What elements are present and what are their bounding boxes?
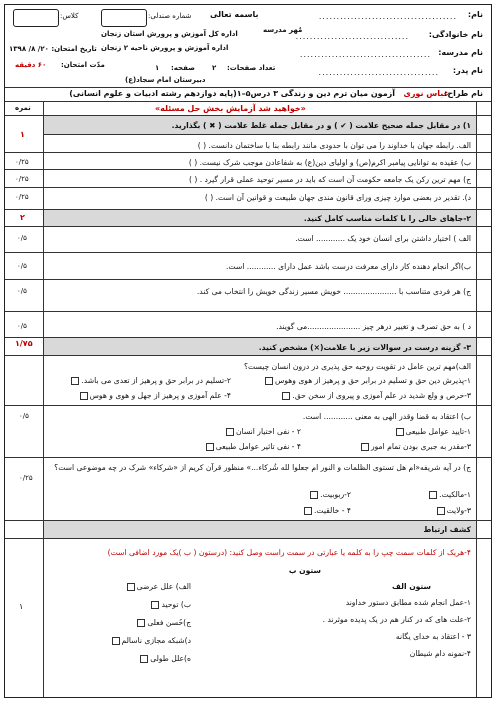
q3-score: ۱/۷۵ [15,339,33,348]
q3-b-option-2-text: ۲ - نفی اختیار انسان [235,427,301,436]
q3-b-score: ۰/۵ [19,412,29,420]
col-b-item-c-text: ج)حُسن فعلی [147,618,191,627]
exam-sheet [4,4,492,698]
page-count-value: ۲ [212,64,217,72]
col-b-item-c[interactable] [135,619,191,627]
col-b-item-d[interactable] [110,637,191,645]
q2-score: ۲ [20,213,25,222]
name-dots: ....................................... [318,12,457,21]
q3-a-option-4-text: ۴- علم آموزی و پرهیز از جهل و هوی و هوس [89,391,231,400]
q1-item-a: الف. رابطه جهان با خداوند را می توان با حدودی مانند رابطه بنا با ساختمان دانست. ( ) [197,141,471,150]
q3-b-option-4-text: ۴ - نفی تاثیر عوامل طبیعی [215,442,301,451]
index-column-divider [476,101,477,697]
q3-c-option-2[interactable] [308,491,351,499]
q3-b-option-2[interactable] [224,428,301,436]
col-b-item-b[interactable] [149,601,191,609]
checkbox[interactable] [80,392,88,400]
checkbox[interactable] [112,637,120,645]
school-seal: مُهر مدرسه [263,26,303,34]
q3-c-option-3-text: ۳-ولایت [446,506,471,515]
seat-number-box [101,9,147,27]
checkbox[interactable] [140,655,148,663]
q3-a-option-1-text: ۱-پذیرش دین حق و تسلیم در برابر حق و پرهیز از هوی وهوس [275,376,471,385]
q3-a-option-2[interactable] [69,377,231,385]
q3-a-option-3-text: ۳-حرص و ولع شدید در علم آموزی و پیروی از سخن حق. [292,391,471,400]
q2-item-b-score: ۰/۵ [17,262,27,270]
designer-name: عباس نوری [403,89,449,98]
q2-title: ۲-جاهای خالی را با کلمات مناسب کامل کنید. [303,214,471,223]
checkbox[interactable] [206,443,214,451]
checkbox[interactable] [127,583,135,591]
checkbox[interactable] [71,377,79,385]
q3-c-option-1-text: ۱-مالکیت. [439,490,471,499]
q3-a-option-3[interactable] [280,392,471,400]
q1-item-c: ج) مهم ترین رکن یک جامعه حکومت آن است که باید در مسیر توحید عملی قرار گیرد . ( ) [188,175,471,184]
q1-item-b-score: ۰/۲۵ [15,158,29,166]
checkbox[interactable] [429,491,437,499]
col-b-item-d-text: د)شبکه مجازی ناسالم [121,636,191,645]
checkbox[interactable] [282,392,290,400]
class-label: کلاس: [60,12,79,20]
q3-title: ۳- گزینه درست در سوالات زیر با علامت(×) مشخص کنید. [258,343,471,352]
q3-a-option-1[interactable] [263,377,471,385]
checkbox[interactable] [226,428,234,436]
q3-b-question: ب) اعتقاد به قضا وقدر الهی به معنی ............ است. [302,412,471,421]
col-a-header: ستون الف [392,582,431,591]
duration-label: مدّت امتحان: [61,61,105,69]
col-b-item-b-text: ب) توحید [161,600,191,609]
q3-b-option-3-text: ۳-مقدر به جبری بودن تمام امور [370,442,471,451]
q4-title: ۴-هریک از کلمات سمت چپ را به کلمه یا عبارتی در سمت راست وصل کنید: (درستون ( ب )یک مورد اضافی است) [107,548,471,557]
col-b-item-a-text: الف) علل عرضی [136,582,191,591]
score-header: نمره [15,104,31,112]
page-count-label: تعداد صفحات: [227,64,276,72]
col-a-item-4: ۴-نمونه دام شیطان [409,649,471,658]
score-column-divider [43,101,44,697]
col-b-header: ستون ب [288,566,321,575]
q4-score: ۱ [19,602,24,611]
checkbox[interactable] [437,507,445,515]
checkbox[interactable] [310,491,318,499]
q1-title: ۱) در مقابل جمله صحیح علامت ( ✔ ) و در مقابل جمله غلط علامت ( ✖ ) بگذارید. [171,121,471,130]
checkbox[interactable] [137,619,145,627]
checkbox[interactable] [265,377,273,385]
q3-c-option-4-text: ۴ - خالقیت. [314,506,351,515]
father-name-label: نام پدر: [452,66,483,75]
name-label: نام: [467,10,483,19]
father-name-dots: .................................. [318,68,439,77]
q1-item-b: ب) عقیده به توانایی پیامبر اکرم(ص) و اولیای دین(ع) به شفاعادن موجب شرک نیست. ( ) [188,158,471,167]
class-box [13,9,59,27]
col-b-item-e[interactable] [138,655,191,663]
q3-b-option-1-text: ۱-تایید عوامل طبیعی [405,427,471,436]
checkbox[interactable] [361,443,369,451]
q1-score: ۱ [20,130,25,139]
q3-c-option-4[interactable] [302,507,351,515]
q3-a-question: الف)مهم ترین عامل در تقویت روحیه حق پذیری در درون انسان چیست؟ [243,362,471,371]
page-value: ۱ [155,64,160,72]
q1-item-c-score: ۰/۲۵ [15,175,29,183]
q3-c-option-2-text: ۲-ربوبیت. [320,490,351,499]
school-name-label: نام مدرسه: [438,48,483,57]
col-a-item-2: ۲-علت های که در کنار هم در یک پدیده موثرند . [322,615,471,624]
bismillah: باسمه تعالی [210,10,259,19]
q3-c-question: ج) در آیه شریفه«ام هل تستوی الظلمات و النور ام جعلوا لله شُرکاء...» منظور قرآن کریم از «شرکاء» شرک در چه موضوعی است؟ [54,463,471,472]
exam-date: تاریخ امتحان: ۲۰/ ۸/ ۱۳۹۸ [9,45,97,53]
section-title-bar [44,521,476,538]
q2-item-a-score: ۰/۵ [17,234,27,242]
q2-item-c-score: ۰/۵ [17,287,27,295]
checkbox[interactable] [396,428,404,436]
q3-a-option-4[interactable] [78,392,231,400]
q3-c-score: ۰/۲۵ [19,474,33,482]
family-name-dots: ................................ [295,32,409,41]
q3-a-option-2-text: ۲-تسلیم در برابر حق و پرهیز از تعدی می باشد. [81,376,231,385]
col-a-item-1: ۱-عمل انجام شده مطابق دستور خداوند [345,598,471,607]
edare-kol: اداره کل آموزش و پرورش استان زنجان [101,30,238,38]
q2-item-b: ب)اگر انجام دهنده کار دارای معرفت درست باشد عمل دارای ............ است. [225,262,471,271]
q1-item-d-score: ۰/۲۵ [15,193,29,201]
family-name-label: نام خانوادگی: [428,30,483,39]
q3-c-option-3[interactable] [435,507,471,515]
designer-label: نام طراح: [444,89,483,98]
q2-item-a: الف ) اختیار داشتن برای انسان خود یک ............ است. [295,234,471,243]
school-name-dots: ..................................... [299,50,431,59]
page-label: صفحه: [171,64,195,72]
duration-value: ۶۰ دقیقه [15,61,47,69]
checkbox[interactable] [151,601,159,609]
q2-item-c: ج) هر فردی متناسب با ...................... خویش مسیر زندگی خویش را انتخاب می کند. [196,287,471,296]
checkbox[interactable] [304,507,312,515]
section-title: کشف ارتباط [423,525,471,534]
q3-b-option-4[interactable] [204,443,301,451]
edare-nahie: اداره آموزش و پرورش ناحیه ۲ زنجان [101,44,229,52]
col-b-item-a[interactable] [125,583,191,591]
school-label: دبیرستان امام سجاد(ع) [125,76,206,84]
q3-b-option-1[interactable] [394,428,471,436]
col-b-item-e-text: ه)علل طولی [150,654,191,663]
q3-c-option-1[interactable] [427,491,471,499]
exam-title: آزمون میان ترم دین و زندگی ۳ درس۵–۱(پایه دوازدهم رشته ادبیات و علوم انسانی) [69,89,395,98]
q2-item-d: د ) به حق تصرف و تغییر درهر چیز ......................می گویند. [276,322,471,331]
q2-item-d-score: ۰/۵ [17,322,27,330]
intro-text: «خواهید شد آزمایش بخش حل مسئله» [155,104,306,113]
q1-item-d: د). تقدیر در بعضی موارد چیزی ورای قانون مندی جهان طبیعت و قوانین آن است. ( ) [204,193,471,202]
seat-number-label: شماره صندلی: [148,12,192,20]
col-a-item-3: ۳ - اعتقاد به خدای یگانه [395,632,471,641]
q3-b-option-3[interactable] [359,443,471,451]
